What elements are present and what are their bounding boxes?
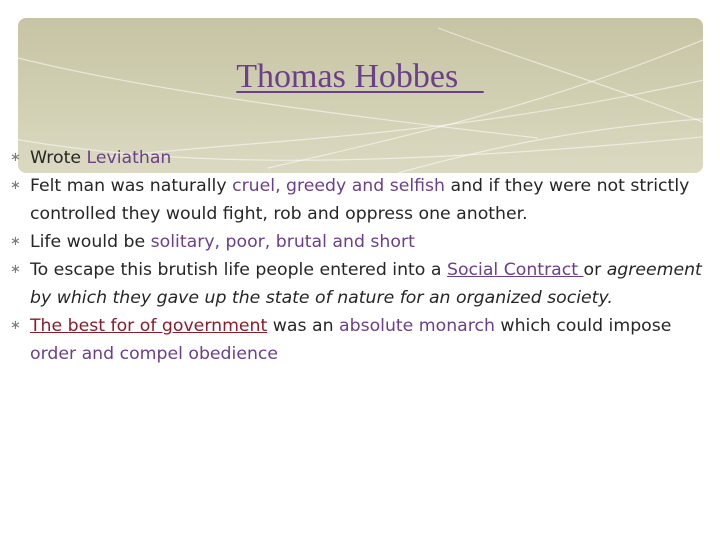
bullet-text-segment: absolute monarch [339, 316, 495, 336]
bullet-text-segment: Wrote [30, 148, 87, 168]
bullet-marker-icon: ∗ [10, 318, 21, 333]
bullet-marker-icon: ∗ [10, 234, 21, 249]
bullet-text-segment: Leviathan [86, 148, 172, 168]
bullet-marker-icon: ∗ [10, 262, 21, 277]
bullet-item [10, 228, 714, 256]
bullet-item [10, 144, 714, 172]
bullet-text-segment: solitary, poor, brutal and short [150, 232, 415, 252]
bullet-item [10, 172, 714, 228]
bullet-marker-icon: ∗ [10, 150, 21, 165]
bullet-text-segment: Life would be [30, 232, 151, 252]
bullet-text-segment: Social Contract [446, 260, 584, 280]
bullet-text-segment: agreement by which they gave up the state of nature for an organized society. [30, 260, 702, 308]
bullet-marker-icon: ∗ [10, 178, 21, 193]
bullet-text-segment: To escape this brutish life people entered into a [30, 260, 447, 280]
bullet-text-segment: cruel, greedy and selfish [232, 176, 445, 196]
bullet-text-segment: was an [267, 316, 340, 336]
slide-title: Thomas Hobbes [236, 58, 484, 95]
bullet-item [10, 312, 714, 368]
bullet-text-segment: Felt man was naturally [30, 176, 233, 196]
bullet-text-segment: The best for of government [30, 316, 268, 336]
bullet-text-segment: order and compel obedience [30, 344, 279, 364]
bullet-list [10, 144, 714, 368]
bullet-text-segment: and if they were not strictly controlled they would fight, rob and oppress one another. [30, 176, 690, 224]
bullet-text-segment: which could impose [494, 316, 672, 336]
bullet-item [10, 256, 714, 312]
bullet-text-segment: or [583, 260, 607, 280]
